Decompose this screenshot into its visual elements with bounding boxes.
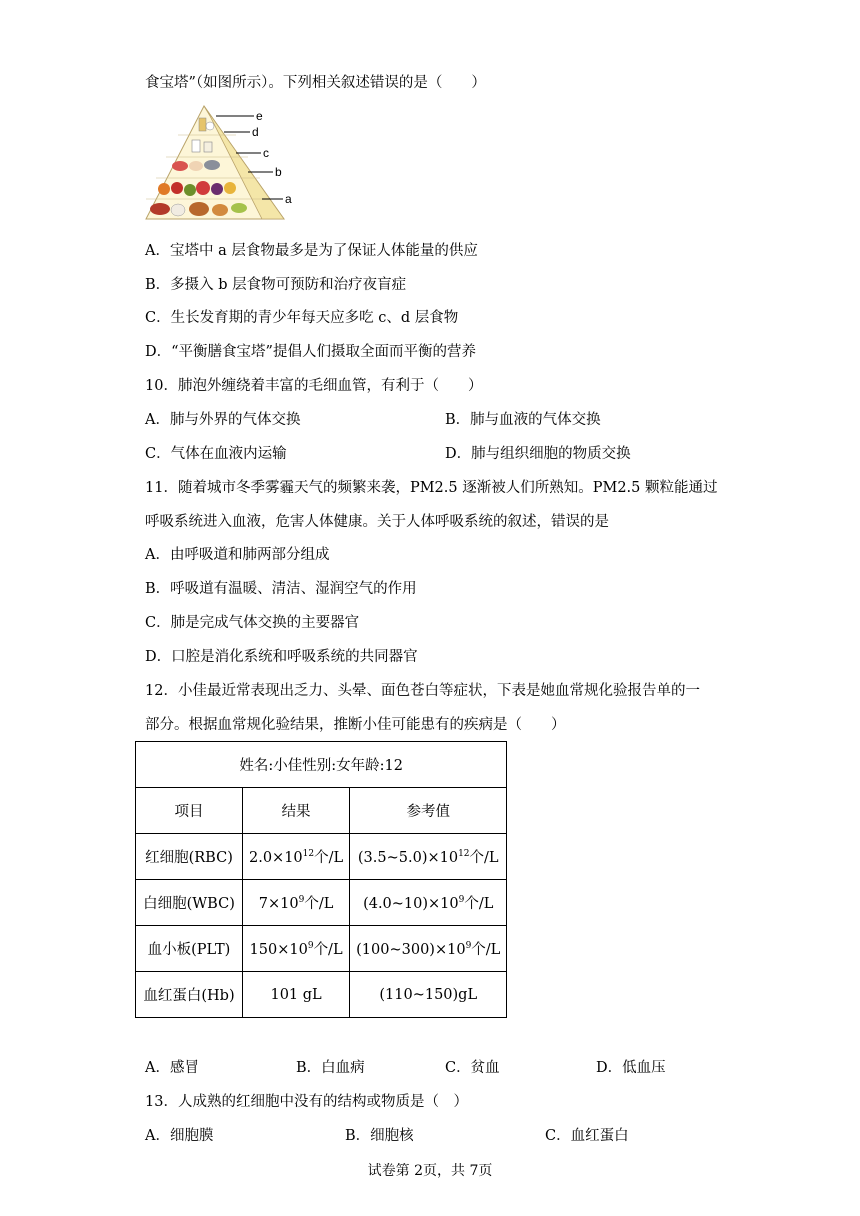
row-item: 血小板(PLT)	[136, 926, 243, 972]
table-row	[136, 972, 507, 1018]
table-row	[136, 880, 507, 926]
q13-option-c[interactable]: C．血红蛋白	[545, 1128, 629, 1144]
q10-option-a[interactable]: A．肺与外界的气体交换	[145, 412, 301, 428]
q13-option-b[interactable]: B．细胞核	[345, 1128, 414, 1144]
figure-label-a: a	[285, 192, 292, 206]
page-footer: 试卷第 2页，共 7页	[367, 1163, 493, 1179]
row-result: $7\times 10^9$个/L	[243, 880, 350, 926]
question-13-stem: 13．人成熟的红细胞中没有的结构或物质是（ ）	[145, 1094, 468, 1110]
question-10-stem: 10．肺泡外缠绕着丰富的毛细血管，有利于（ ）	[145, 378, 483, 394]
figure-label-b: b	[275, 165, 282, 179]
column-header-reference: 参考值	[350, 788, 507, 834]
table-row	[136, 926, 507, 972]
food-pyramid-figure	[144, 104, 304, 222]
row-reference: (110~150)gL	[350, 972, 507, 1018]
column-header-item: 项目	[136, 788, 243, 834]
question-11-stem-line1: 11．随着城市冬季雾霾天气的频繁来袭，PM2.5 逐渐被人们所熟知。PM2.5 颗粒能通过	[145, 480, 718, 496]
row-reference: $(100\sim 300)\times 10^9$个/L	[350, 926, 507, 972]
table-header-patient-info: 姓名:小佳性别:女年龄:12	[136, 742, 507, 788]
q12-option-b[interactable]: B．白血病	[296, 1060, 365, 1076]
q10-option-b[interactable]: B．肺与血液的气体交换	[445, 412, 601, 428]
q9-option-d[interactable]: D．“平衡膳食宝塔”提倡人们摄取全面而平衡的营养	[145, 344, 476, 360]
q11-option-d[interactable]: D．口腔是消化系统和呼吸系统的共同器官	[145, 649, 418, 665]
q11-option-a[interactable]: A．由呼吸道和肺两部分组成	[145, 547, 330, 563]
q9-option-a[interactable]: A．宝塔中 a 层食物最多是为了保证人体能量的供应	[145, 243, 478, 259]
q12-option-c[interactable]: C．贫血	[445, 1060, 500, 1076]
figure-label-c: c	[263, 146, 269, 160]
row-result: $150\times 10^9$个/L	[243, 926, 350, 972]
q10-option-c[interactable]: C．气体在血液内运输	[145, 446, 287, 462]
table-row	[136, 834, 507, 880]
q10-option-d[interactable]: D．肺与组织细胞的物质交换	[445, 446, 631, 462]
row-item: 白细胞(WBC)	[136, 880, 243, 926]
question-12-stem-line2: 部分。根据血常规化验结果，推断小佳可能患有的疾病是（ ）	[145, 717, 566, 733]
q12-option-d[interactable]: D．低血压	[596, 1060, 666, 1076]
question-9-stem: 食宝塔”（如图所示）。下列相关叙述错误的是（ ）	[145, 75, 486, 91]
q11-option-b[interactable]: B．呼吸道有温暖、清洁、湿润空气的作用	[145, 581, 417, 597]
q9-option-c[interactable]: C．生长发育期的青少年每天应多吃 c、d 层食物	[145, 310, 459, 326]
q9-option-b[interactable]: B．多摄入 b 层食物可预防和治疗夜盲症	[145, 277, 407, 293]
row-item: 红细胞(RBC)	[136, 834, 243, 880]
column-header-result: 结果	[243, 788, 350, 834]
row-item: 血红蛋白(Hb)	[136, 972, 243, 1018]
figure-label-d: d	[252, 125, 259, 139]
row-reference: $(4.0\sim 10)\times 10^9$个/L	[350, 880, 507, 926]
q13-option-a[interactable]: A．细胞膜	[145, 1128, 214, 1144]
blood-test-table	[135, 741, 507, 1018]
question-11-stem-line2: 呼吸系统进入血液，危害人体健康。关于人体呼吸系统的叙述，错误的是	[145, 514, 609, 530]
q12-option-a[interactable]: A．感冒	[145, 1060, 199, 1076]
row-reference: $(3.5\sim 5.0)\times 10^{12}$个/L	[350, 834, 507, 880]
figure-label-e: e	[256, 109, 263, 123]
question-12-stem-line1: 12．小佳最近常表现出乏力、头晕、面色苍白等症状，下表是她血常规化验报告单的一	[145, 683, 700, 699]
row-result: $2.0\times 10^{12}$个/L	[243, 834, 350, 880]
row-result: 101 gL	[243, 972, 350, 1018]
q11-option-c[interactable]: C．肺是完成气体交换的主要器官	[145, 615, 360, 631]
